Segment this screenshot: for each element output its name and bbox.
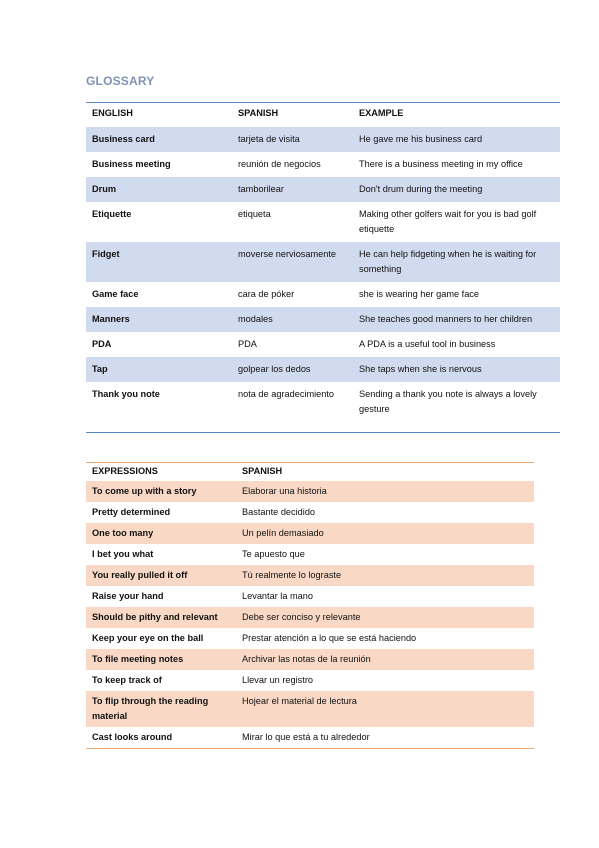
expressions-cell: Te apuesto que xyxy=(242,549,305,559)
expressions-cell: Cast looks around xyxy=(92,732,173,742)
glossary-cell: Etiquette xyxy=(92,209,132,219)
glossary-cell: PDA xyxy=(238,339,257,349)
glossary-row xyxy=(86,202,560,242)
glossary-cell: cara de póker xyxy=(238,289,295,299)
glossary-cell: Business meeting xyxy=(92,159,171,169)
expressions-cell: Levantar la mano xyxy=(242,591,313,601)
glossary-header-example: EXAMPLE xyxy=(359,108,404,118)
glossary-cell: Drum xyxy=(86,177,232,202)
expressions-cell: To flip through the reading material xyxy=(86,691,236,727)
glossary-cell: tarjeta de visita xyxy=(232,127,353,152)
expressions-cell: Elaborar una historia xyxy=(236,481,534,502)
expressions-cell: Should be pithy and relevant xyxy=(86,607,236,628)
expressions-row xyxy=(86,607,534,628)
glossary-cell: He gave me his business card xyxy=(353,127,560,152)
glossary-cell: moverse nerviosamente xyxy=(232,242,353,282)
expressions-header-row xyxy=(86,463,534,482)
glossary-row xyxy=(86,382,560,422)
expressions-row xyxy=(86,691,534,727)
glossary-table xyxy=(86,102,560,433)
expressions-cell: Mirar lo que está a tu alrededor xyxy=(242,732,370,742)
expressions-cell: Raise your hand xyxy=(92,591,164,601)
glossary-cell: nota de agradecimiento xyxy=(238,389,335,399)
glossary-cell: He can help fidgeting when he is waiting for something xyxy=(353,242,560,282)
glossary-cell: Manners xyxy=(86,307,232,332)
expressions-cell: Un pelín demasiado xyxy=(236,523,534,544)
glossary-cell: Making other golfers wait for you is bad golf etiquette xyxy=(359,209,537,234)
expressions-cell: Archivar las notas de la reunión xyxy=(236,649,534,670)
glossary-cell: There is a business meeting in my office xyxy=(359,159,523,169)
expressions-table xyxy=(86,462,534,749)
glossary-header-row xyxy=(86,103,560,128)
expressions-cell: Keep your eye on the ball xyxy=(92,633,204,643)
glossary-header-spanish: SPANISH xyxy=(238,108,279,118)
glossary-cell: tamborilear xyxy=(232,177,353,202)
glossary-row xyxy=(86,282,560,307)
expressions-row xyxy=(86,727,534,749)
glossary-row xyxy=(86,307,560,332)
expressions-cell: To keep track of xyxy=(92,675,162,685)
expressions-header-expressions: EXPRESSIONS xyxy=(92,466,158,476)
expressions-cell: One too many xyxy=(86,523,236,544)
glossary-cell: Don't drum during the meeting xyxy=(353,177,560,202)
glossary-cell: Thank you note xyxy=(92,389,160,399)
expressions-row xyxy=(86,586,534,607)
glossary-cell: PDA xyxy=(92,339,112,349)
expressions-cell: To come up with a story xyxy=(86,481,236,502)
glossary-cell: She teaches good manners to her children xyxy=(353,307,560,332)
glossary-cell: etiqueta xyxy=(238,209,271,219)
glossary-cell: reunión de negocios xyxy=(238,159,321,169)
glossary-row xyxy=(86,152,560,177)
expressions-cell: You really pulled it off xyxy=(86,565,236,586)
expressions-row xyxy=(86,565,534,586)
glossary-row xyxy=(86,177,560,202)
glossary-spacer-cell xyxy=(86,422,560,433)
glossary-cell: Game face xyxy=(92,289,139,299)
expressions-row xyxy=(86,502,534,523)
glossary-header-english: ENGLISH xyxy=(92,108,133,118)
glossary-row xyxy=(86,332,560,357)
glossary-cell: Sending a thank you note is always a lovely gesture xyxy=(359,389,537,414)
glossary-cell: modales xyxy=(232,307,353,332)
glossary-cell: she is wearing her game face xyxy=(359,289,480,299)
expressions-cell: Pretty determined xyxy=(92,507,171,517)
glossary-cell: Fidget xyxy=(86,242,232,282)
expressions-cell: Llevar un registro xyxy=(242,675,313,685)
expressions-row xyxy=(86,628,534,649)
glossary-cell: Tap xyxy=(86,357,232,382)
expressions-cell: Hojear el material de lectura xyxy=(236,691,534,727)
glossary-row xyxy=(86,242,560,282)
expressions-row xyxy=(86,523,534,544)
glossary-row xyxy=(86,127,560,152)
glossary-spacer-row xyxy=(86,422,560,433)
expressions-cell: To file meeting notes xyxy=(86,649,236,670)
expressions-cell: Tú realmente lo lograste xyxy=(236,565,534,586)
expressions-header-spanish: SPANISH xyxy=(242,466,283,476)
glossary-cell: A PDA is a useful tool in business xyxy=(359,339,496,349)
glossary-cell: Business card xyxy=(86,127,232,152)
expressions-cell: Bastante decidido xyxy=(242,507,316,517)
page-title: GLOSSARY xyxy=(86,74,155,88)
expressions-row xyxy=(86,670,534,691)
expressions-cell: Debe ser conciso y relevante xyxy=(236,607,534,628)
expressions-row xyxy=(86,544,534,565)
expressions-cell: Prestar atención a lo que se está haciendo xyxy=(242,633,417,643)
glossary-cell: She taps when she is nervous xyxy=(353,357,560,382)
glossary-row xyxy=(86,357,560,382)
expressions-row xyxy=(86,649,534,670)
expressions-row xyxy=(86,481,534,502)
expressions-cell: I bet you what xyxy=(92,549,154,559)
glossary-cell: golpear los dedos xyxy=(232,357,353,382)
